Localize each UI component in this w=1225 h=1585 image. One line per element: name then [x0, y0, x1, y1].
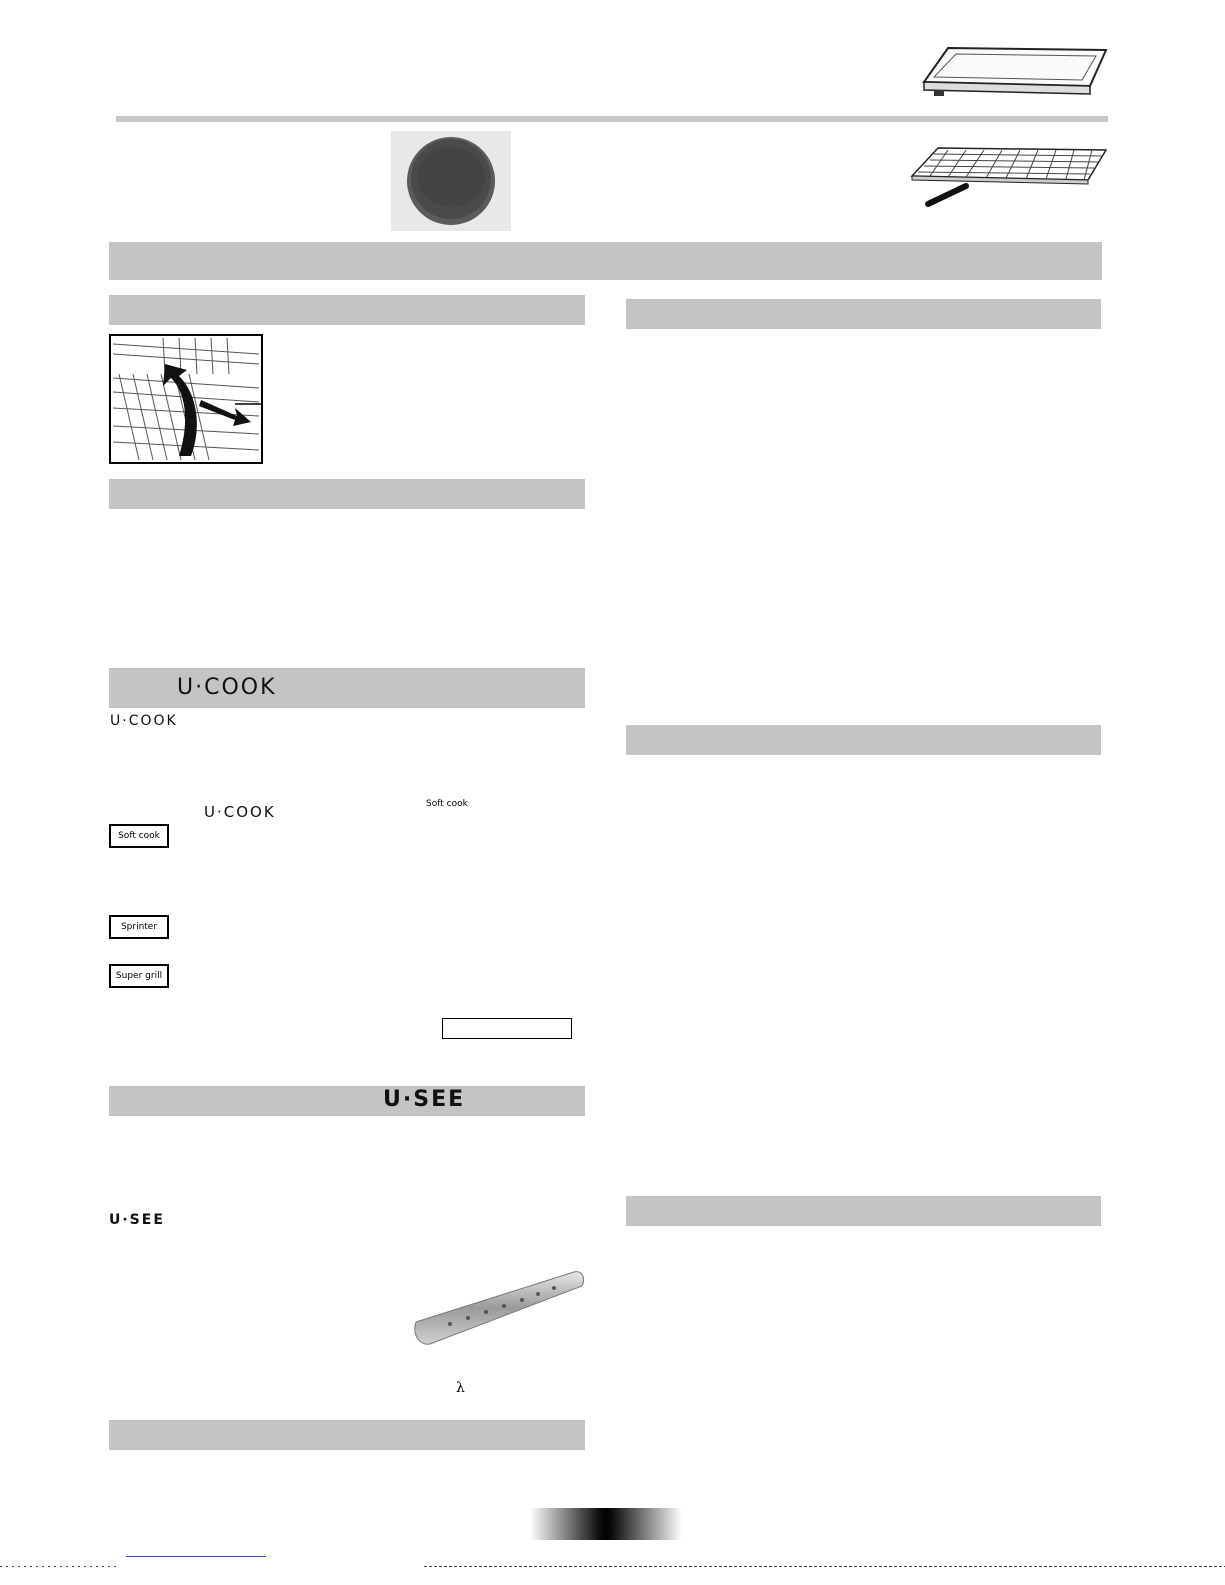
ucook-logo: U·COOK — [177, 675, 277, 700]
main-section-bar — [109, 242, 1102, 280]
empty-label-box — [442, 1018, 572, 1039]
footer-dotted-line-left — [0, 1566, 120, 1567]
usee-logo: U·SEE — [383, 1087, 466, 1112]
page-number-tab — [530, 1508, 682, 1540]
softcook-icon-text: Soft cook — [118, 830, 160, 841]
softcook-icon-inline — [426, 800, 478, 822]
section-bar-right-2 — [626, 725, 1101, 755]
supergrill-icon-text: Super grill — [115, 970, 163, 981]
section-bar-right-3 — [626, 1196, 1101, 1226]
section-bar-usee — [109, 1086, 585, 1116]
baking-tray-image — [920, 44, 1110, 110]
footer-dotted-line-right — [424, 1566, 1225, 1567]
section-bar-ucook — [109, 668, 585, 708]
sprinter-icon — [109, 915, 169, 939]
lamp-cover-image — [410, 1266, 588, 1348]
lambda-symbol: λ — [456, 1380, 465, 1396]
sprinter-icon-text: Sprinter — [120, 921, 158, 932]
pizza-stone-image — [391, 131, 511, 231]
shelf-removal-illustration — [109, 334, 263, 464]
pizza-stone-photo — [391, 131, 511, 231]
top-divider — [116, 116, 1108, 122]
usee-logo-inline: U·SEE — [109, 1212, 165, 1228]
footer-link-underline[interactable] — [126, 1556, 266, 1557]
ucook-logo-inline-2: U·COOK — [204, 803, 276, 821]
section-bar-shelf — [109, 295, 585, 325]
grill-rack-image — [908, 144, 1110, 210]
supergrill-icon — [109, 964, 169, 988]
softcook-icon — [109, 824, 169, 848]
section-bar-bottom-left — [109, 1420, 585, 1450]
section-bar-right-1 — [626, 299, 1101, 329]
section-bar-accessories — [109, 479, 585, 509]
softcook-icon-label: Soft cook — [426, 799, 468, 809]
ucook-logo-inline: U·COOK — [110, 713, 178, 729]
